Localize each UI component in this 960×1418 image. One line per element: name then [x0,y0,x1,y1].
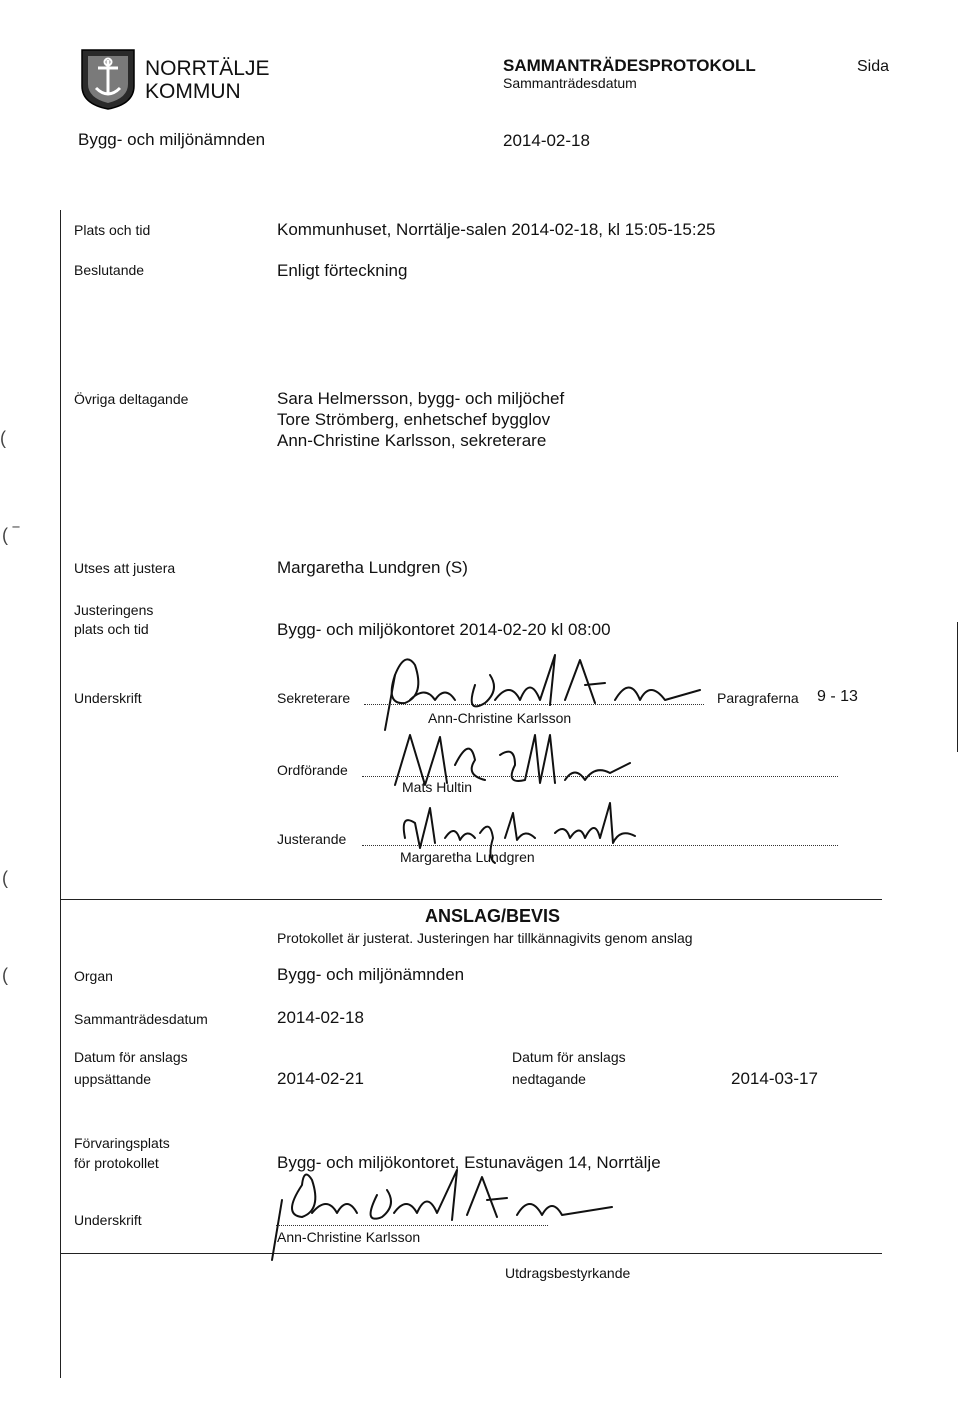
page-label: Sida [857,58,890,75]
storage-value: Bygg- och miljökontoret, Estunavägen 14, Norrtälje [277,1153,661,1172]
place-time-value: Kommunhuset, Norrtälje-salen 2014-02-18, kl 15:05-15:25 [277,220,716,239]
meeting-date: 2014-02-18 [503,131,590,150]
chair-role: Ordförande [277,762,348,778]
other-participant: Ann-Christine Karlsson, sekreterare [277,431,547,450]
adjust-place-value: Bygg- och miljökontoret 2014-02-20 kl 08:00 [277,620,611,639]
adjuster-value: Margaretha Lundgren (S) [277,558,468,577]
adjuster-name: Margaretha Lundgren [400,849,535,865]
removed-label: Datum för anslags [512,1049,626,1065]
adjust-place-label: Justeringens [74,602,154,618]
posted-label: Datum för anslags [74,1049,188,1065]
adjuster-role: Justerande [277,831,347,847]
scan-mark: ( [0,428,6,448]
scan-mark: ( [2,965,8,985]
organ-label: Organ [74,968,113,984]
right-margin-line [957,622,958,752]
posted-label: uppsättande [74,1071,152,1087]
scan-mark: ( ‾ [2,525,19,545]
certification-label: Utdragsbestyrkande [505,1265,631,1281]
scan-mark: ( [2,868,8,888]
other-participant: Tore Strömberg, enhetschef bygglov [277,410,551,429]
final-signature-label: Underskrift [74,1212,142,1228]
committee-name: Bygg- och miljönämnden [78,130,266,149]
doc-subtitle: Sammanträdesdatum [503,75,637,91]
adjust-place-label: plats och tid [74,621,149,637]
removed-label: nedtagande [512,1071,586,1087]
signature-label: Underskrift [74,690,142,706]
municipality-crest-icon [80,48,136,110]
deciding-value: Enligt förteckning [277,261,408,280]
notice-divider [60,899,882,900]
organ-value: Bygg- och miljönämnden [277,965,465,984]
org-name-line2: KOMMUN [145,80,241,103]
notice-date-value: 2014-02-18 [277,1008,364,1027]
other-participant: Sara Helmersson, bygg- och miljöchef [277,389,565,408]
paragraphs-label: Paragraferna [717,690,799,706]
notice-heading: ANSLAG/BEVIS [425,906,561,926]
posted-date: 2014-02-21 [277,1069,364,1088]
notice-date-label: Sammanträdesdatum [74,1011,208,1027]
place-time-label: Plats och tid [74,222,151,238]
others-label: Övriga deltagande [74,391,189,407]
deciding-label: Beslutande [74,262,145,278]
adjuster-label: Utses att justera [74,560,176,576]
storage-label: Förvaringsplats [74,1135,170,1151]
secretary-role: Sekreterare [277,690,351,706]
secretary-name: Ann-Christine Karlsson [428,710,572,726]
doc-title: SAMMANTRÄDESPROTOKOLL [503,56,756,75]
final-signature [262,1165,622,1265]
removed-date: 2014-03-17 [731,1069,818,1088]
org-name-line1: NORRTÄLJE [145,57,270,80]
chair-name: Mats Hultin [402,779,473,795]
left-margin-line [60,210,61,1378]
final-signer-name: Ann-Christine Karlsson [277,1229,421,1245]
paragraphs-value: 9 - 13 [817,688,858,705]
notice-statement: Protokollet är justerat. Justeringen har tillkännagivits genom anslag [277,930,693,946]
storage-label: för protokollet [74,1155,159,1171]
